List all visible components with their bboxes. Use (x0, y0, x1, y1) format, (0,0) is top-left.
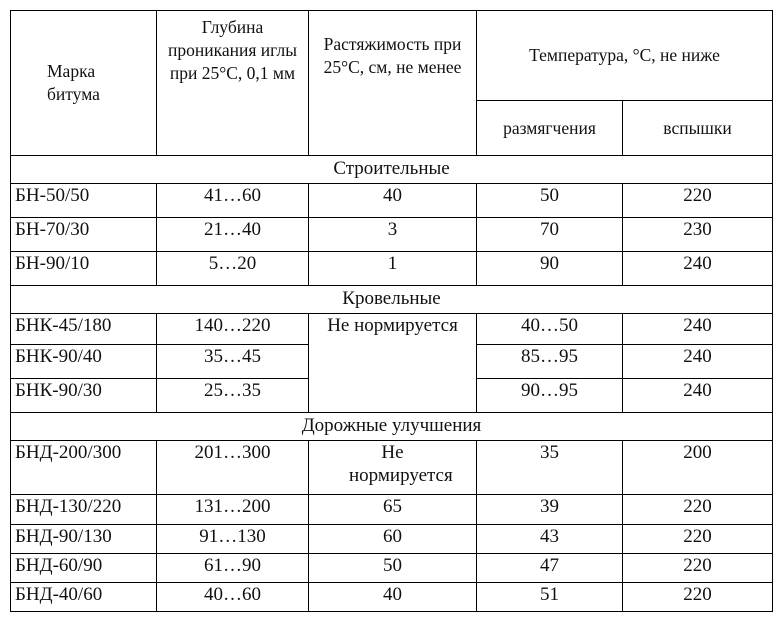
penetration-cell: 21…40 (157, 218, 309, 252)
table-row (11, 184, 773, 218)
penetration-cell: 91…130 (157, 525, 309, 554)
softening-cell: 85…95 (477, 345, 623, 379)
brand-cell: БН-70/30 (11, 218, 157, 252)
header-extensibility: Растяжимость при 25°С, см, не менее (309, 11, 477, 156)
header-brand: Марка битума (11, 11, 157, 156)
header-temperature: Температура, °С, не ниже (477, 11, 773, 101)
extensibility-cell: Не нормируется (309, 441, 477, 495)
penetration-cell: 61…90 (157, 554, 309, 583)
table-row (11, 252, 773, 286)
penetration-cell: 201…300 (157, 441, 309, 495)
softening-cell: 35 (477, 441, 623, 495)
section-roofing: Кровельные (11, 286, 773, 314)
bitumen-properties-table (10, 10, 773, 612)
brand-cell: БНД-60/90 (11, 554, 157, 583)
extensibility-cell: 65 (309, 495, 477, 525)
extensibility-cell: 50 (309, 554, 477, 583)
softening-cell: 39 (477, 495, 623, 525)
header-row (11, 11, 773, 101)
brand-cell: БН-50/50 (11, 184, 157, 218)
table-row (11, 218, 773, 252)
softening-cell: 50 (477, 184, 623, 218)
flash-cell: 240 (623, 345, 773, 379)
penetration-cell: 5…20 (157, 252, 309, 286)
extensibility-cell: 60 (309, 525, 477, 554)
brand-cell: БНК-90/40 (11, 345, 157, 379)
softening-cell: 40…50 (477, 314, 623, 345)
brand-cell: БН-90/10 (11, 252, 157, 286)
section-building: Строительные (11, 156, 773, 184)
header-penetration: Глубина проникания иглы при 25°С, 0,1 мм (157, 11, 309, 156)
penetration-cell: 40…60 (157, 583, 309, 612)
softening-cell: 47 (477, 554, 623, 583)
table-row (11, 583, 773, 612)
section-row (11, 156, 773, 184)
flash-cell: 240 (623, 379, 773, 413)
extensibility-cell: Не нормируется (309, 314, 477, 413)
brand-cell: БНК-90/30 (11, 379, 157, 413)
flash-cell: 220 (623, 554, 773, 583)
extensibility-cell: 1 (309, 252, 477, 286)
softening-cell: 90…95 (477, 379, 623, 413)
softening-cell: 70 (477, 218, 623, 252)
penetration-cell: 41…60 (157, 184, 309, 218)
softening-cell: 90 (477, 252, 623, 286)
softening-cell: 51 (477, 583, 623, 612)
table-row (11, 525, 773, 554)
brand-cell: БНД-130/220 (11, 495, 157, 525)
penetration-cell: 140…220 (157, 314, 309, 345)
table-row (11, 441, 773, 495)
brand-cell: БНД-200/300 (11, 441, 157, 495)
section-road: Дорожные улучшения (11, 413, 773, 441)
brand-cell: БНД-40/60 (11, 583, 157, 612)
brand-cell: БНК-45/180 (11, 314, 157, 345)
flash-cell: 220 (623, 184, 773, 218)
brand-cell: БНД-90/130 (11, 525, 157, 554)
flash-cell: 200 (623, 441, 773, 495)
flash-cell: 230 (623, 218, 773, 252)
table-row (11, 495, 773, 525)
section-row (11, 413, 773, 441)
penetration-cell: 35…45 (157, 345, 309, 379)
penetration-cell: 131…200 (157, 495, 309, 525)
penetration-cell: 25…35 (157, 379, 309, 413)
header-flash: вспышки (623, 101, 773, 156)
flash-cell: 220 (623, 583, 773, 612)
table-row (11, 314, 773, 345)
extensibility-cell: 3 (309, 218, 477, 252)
flash-cell: 240 (623, 314, 773, 345)
flash-cell: 240 (623, 252, 773, 286)
softening-cell: 43 (477, 525, 623, 554)
header-softening: размягчения (477, 101, 623, 156)
flash-cell: 220 (623, 495, 773, 525)
extensibility-cell: 40 (309, 583, 477, 612)
flash-cell: 220 (623, 525, 773, 554)
table-row (11, 554, 773, 583)
section-row (11, 286, 773, 314)
extensibility-cell: 40 (309, 184, 477, 218)
